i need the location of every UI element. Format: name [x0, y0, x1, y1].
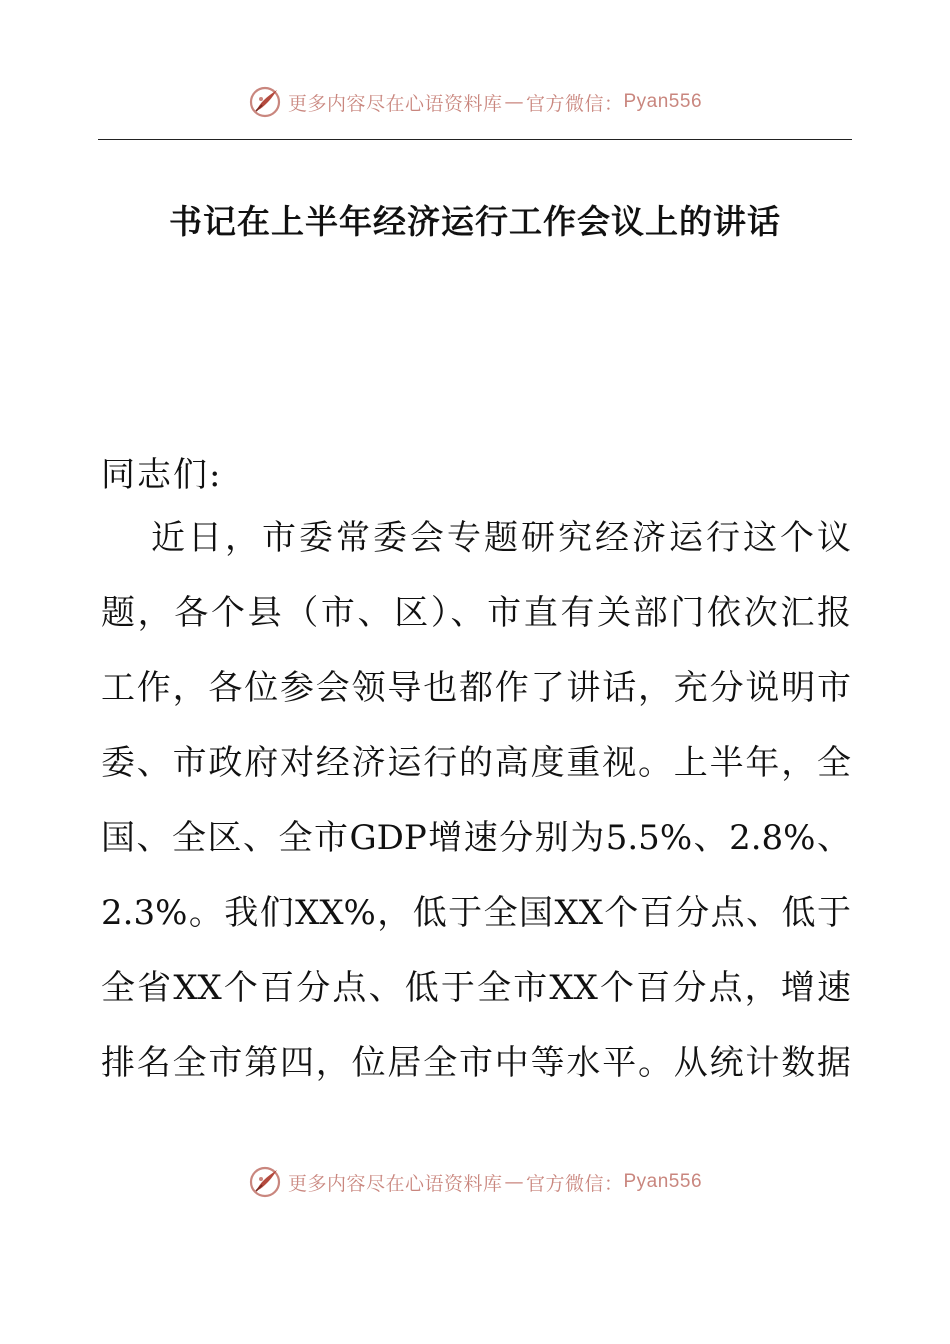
header-divider [98, 139, 852, 140]
body-line: 工作，各位参会领导也都作了讲话，充分说明市 [101, 668, 851, 708]
footer-watermark [0, 1162, 950, 1202]
watermark-wechat-label: 官方微信： [525, 92, 624, 115]
body-line: 委、市政府对经济运行的高度重视。上半年，全 [101, 743, 851, 783]
body-paragraph [101, 507, 851, 1107]
header-watermark [0, 82, 950, 122]
quill-pen-logo-icon [248, 1165, 282, 1199]
body-line: 题，各个县（市、区）、市直有关部门依次汇报 [101, 593, 851, 633]
body-line: 全省XX个百分点、低于全市XX个百分点，增速 [101, 968, 851, 1008]
watermark-wechat-id: Pyan556 [623, 91, 703, 112]
salutation: 同志们: [101, 455, 223, 495]
watermark-wechat-label: 官方微信： [525, 1172, 624, 1195]
watermark-text: 更多内容尽在心语资料库 [287, 92, 503, 115]
watermark-text: 更多内容尽在心语资料库 [287, 1172, 503, 1195]
body-line: 排名全市第四，位居全市中等水平。从统计数据 [101, 1043, 851, 1083]
body-line: 2.3%。我们XX%，低于全国XX个百分点、低于 [101, 893, 851, 933]
quill-pen-logo-icon [248, 85, 282, 119]
document-title: 书记在上半年经济运行工作会议上的讲话 [169, 202, 781, 241]
watermark-wechat-id: Pyan556 [623, 1171, 703, 1192]
watermark-separator: — [504, 1171, 524, 1193]
body-line: 近日，市委常委会专题研究经济运行这个议 [151, 518, 851, 558]
watermark-separator: — [504, 91, 524, 113]
body-line: 国、全区、全市GDP增速分别为5.5%、2.8%、 [101, 818, 851, 858]
